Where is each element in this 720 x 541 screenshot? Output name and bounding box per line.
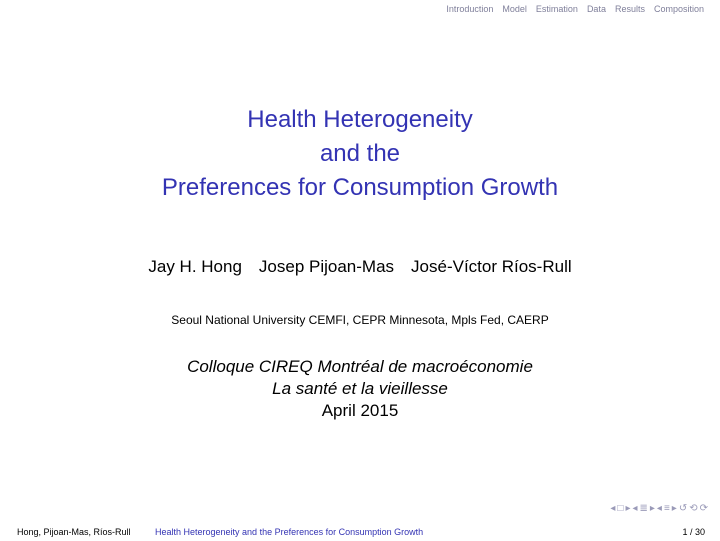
nav-forward-icon[interactable]: ⟳ (699, 503, 708, 514)
nav-subsection-icon[interactable]: ≣ (639, 503, 648, 514)
slide-title (0, 103, 720, 205)
event-info (0, 356, 720, 422)
nav-prev-frame-icon[interactable]: ◂ (610, 503, 616, 514)
author-hong: Jay H. Hong (148, 257, 242, 276)
footer-authors: Hong, Pijoan-Mas, Ríos-Rull (17, 527, 131, 537)
nav-introduction[interactable]: Introduction (446, 4, 494, 14)
title-line-1: Health Heterogeneity (247, 106, 473, 133)
nav-prev-subsection-icon[interactable]: ◂ (632, 503, 638, 514)
beamer-navigation-symbols (610, 503, 708, 514)
author-rios-rull: José-Víctor Ríos-Rull (411, 257, 572, 276)
event-name: Colloque CIREQ Montréal de macroéconomie (187, 357, 533, 376)
nav-data[interactable]: Data (586, 4, 606, 14)
title-line-2: and the (319, 140, 401, 167)
section-navigation (446, 4, 704, 14)
nav-frame-icon[interactable]: □ (617, 503, 624, 514)
footer-title: Health Heterogeneity and the Preferences for Consumption Growth (155, 527, 424, 537)
nav-next-subsection-icon[interactable]: ▸ (649, 503, 655, 514)
nav-prev-section-icon[interactable]: ◂ (656, 503, 662, 514)
footer (0, 525, 720, 539)
nav-section-icon[interactable]: ≡ (663, 503, 670, 514)
footer-page-number: 1 / 30 (682, 527, 705, 537)
affiliations: Seoul National University CEMFI, CEPR Minnesota, Mpls Fed, CAERP (171, 313, 549, 327)
nav-next-frame-icon[interactable]: ▸ (625, 503, 631, 514)
nav-estimation[interactable]: Estimation (535, 4, 578, 14)
author-pijoan-mas: Josep Pijoan-Mas (258, 257, 395, 276)
nav-next-section-icon[interactable]: ▸ (671, 503, 677, 514)
title-line-3: Preferences for Consumption Growth (161, 174, 559, 201)
author-list (0, 257, 720, 277)
nav-composition[interactable]: Composition (653, 4, 704, 14)
nav-back-icon[interactable]: ⟲ (689, 503, 698, 514)
nav-model[interactable]: Model (502, 4, 527, 14)
nav-results[interactable]: Results (614, 4, 645, 14)
event-subtitle: La santé et la vieillesse (272, 379, 448, 398)
event-date: April 2015 (321, 401, 399, 420)
nav-search-icon[interactable]: ↺ (678, 503, 688, 514)
